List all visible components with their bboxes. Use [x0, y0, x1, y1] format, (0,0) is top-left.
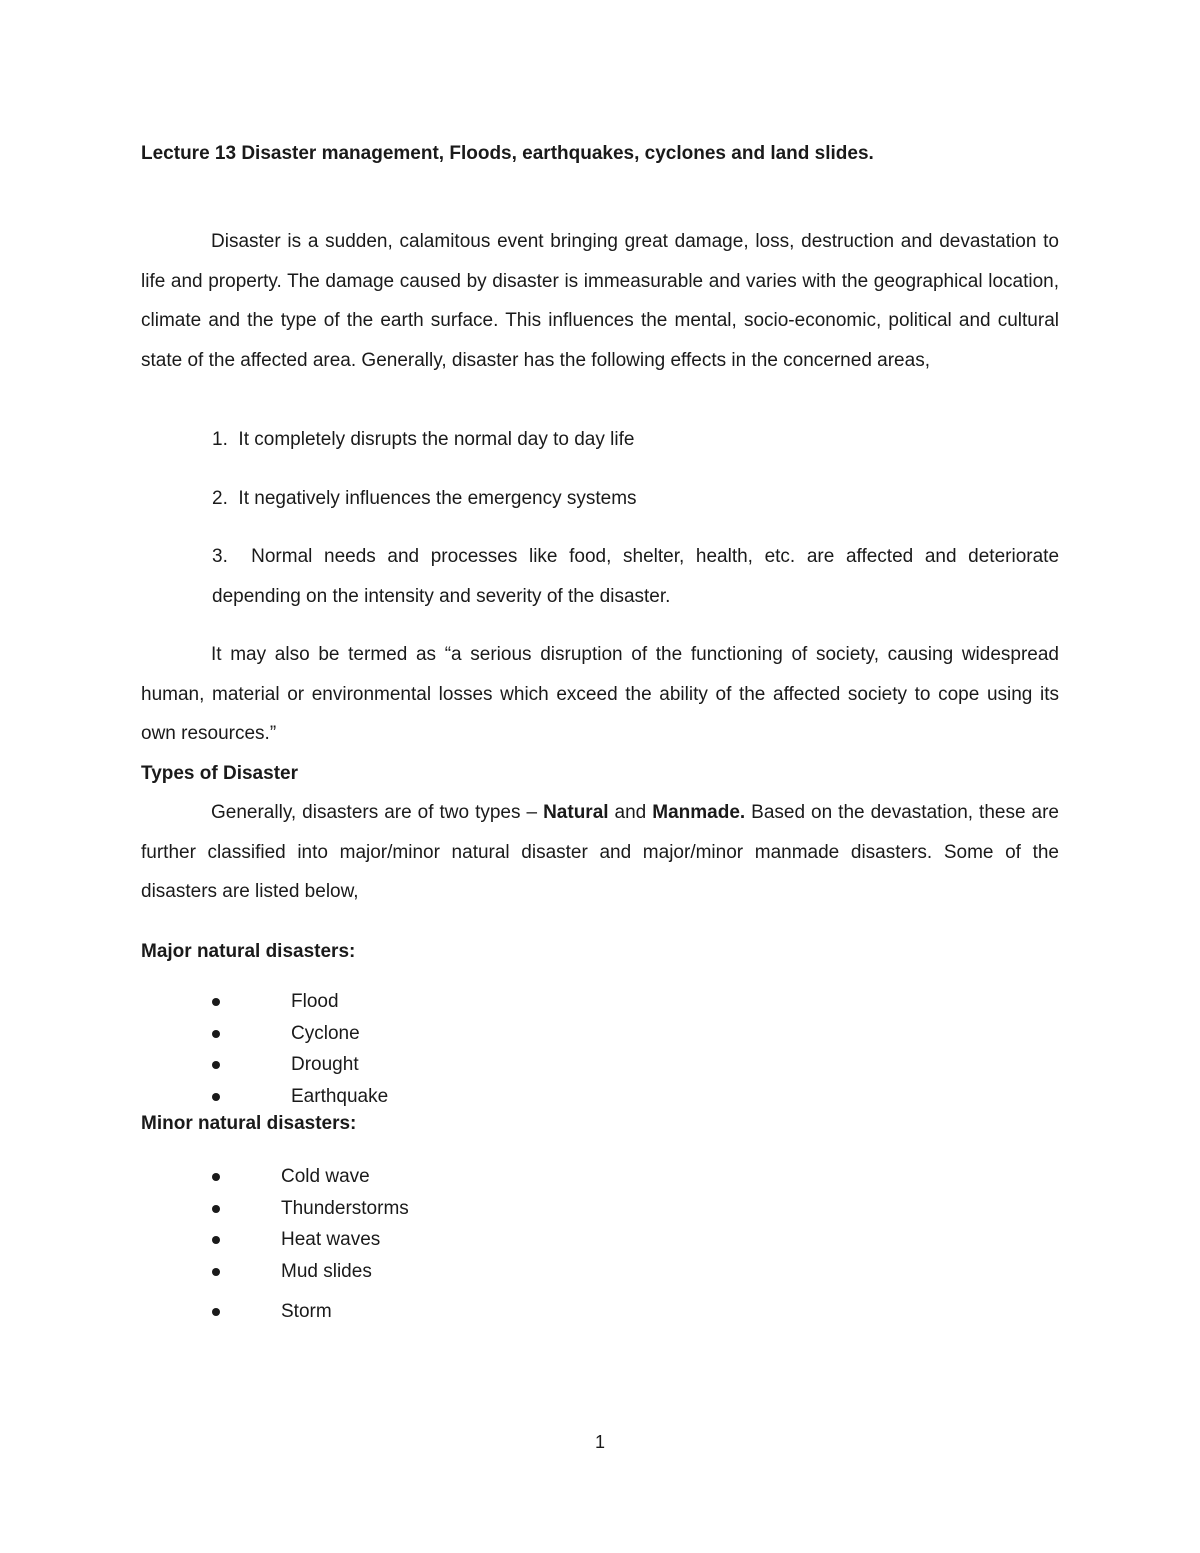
types-text-3: Based on the devastation, these are further classified into major/minor natural disaster and major/minor manmade disasters. Some of the disasters are listed below,	[141, 802, 1059, 902]
effect-number: 1.	[212, 429, 228, 450]
manmade-term: Manmade.	[652, 802, 746, 823]
major-disasters-heading: Major natural disasters:	[141, 941, 356, 962]
bullet-icon	[212, 1061, 220, 1069]
definition-paragraph: It may also be termed as “a serious disruption of the functioning of society, causing widespread human, material or environmental losses which exceed the ability of the affected society to cope using its own resources.”	[141, 644, 1059, 744]
bullet-icon	[212, 1173, 220, 1181]
effect-item-3	[212, 537, 1059, 617]
effect-text: Normal needs and processes like food, shelter, health, etc. are affected and deteriorate depending on the intensity and severity of the disaster.	[212, 546, 1060, 607]
bullet-icon	[212, 1268, 220, 1276]
bullet-icon	[212, 1093, 220, 1101]
effect-item-2	[212, 479, 1059, 519]
types-text-1: Generally, disasters are of two types –	[211, 802, 544, 823]
page-number: 1	[594, 1432, 605, 1452]
lecture-title: Lecture 13 Disaster management, Floods, earthquakes, cyclones and land slides.	[141, 143, 874, 164]
list-item-label: Cold wave	[281, 1166, 370, 1187]
list-item-label: Thunderstorms	[281, 1197, 409, 1219]
list-item-label: Heat waves	[281, 1229, 381, 1250]
list-item-label: Cyclone	[291, 1022, 360, 1044]
bullet-icon	[212, 1236, 220, 1244]
list-item-label: Earthquake	[291, 1085, 389, 1107]
types-paragraph	[141, 793, 1059, 912]
bullet-icon	[212, 998, 220, 1006]
effect-number: 2.	[212, 488, 228, 509]
minor-disasters-heading: Minor natural disasters:	[141, 1113, 357, 1134]
bullet-icon	[212, 1030, 220, 1038]
bullet-icon	[212, 1308, 220, 1316]
list-item-label: Storm	[281, 1301, 332, 1322]
intro-paragraph: Disaster is a sudden, calamitous event bringing great damage, loss, destruction and devastation to life and property. The damage caused by disaster is immeasurable and varies with the geographical location, climate and the type of the earth surface. This influences the mental, socio-economic, political and cultural state of the affected area. Generally, disaster has the following effects in the concerned areas,	[141, 231, 1059, 371]
effect-text: It negatively influences the emergency systems	[238, 488, 637, 509]
natural-term: Natural	[543, 802, 609, 823]
effect-number: 3.	[212, 546, 228, 567]
types-text-2: and	[608, 802, 653, 823]
effect-item-1	[212, 420, 1059, 460]
list-item-label: Drought	[291, 1054, 359, 1075]
bullet-icon	[212, 1205, 220, 1213]
list-item-label: Mud slides	[281, 1260, 372, 1282]
list-item-label: Flood	[291, 991, 339, 1012]
effect-text: It completely disrupts the normal day to day life	[238, 429, 635, 450]
types-heading: Types of Disaster	[141, 763, 298, 784]
